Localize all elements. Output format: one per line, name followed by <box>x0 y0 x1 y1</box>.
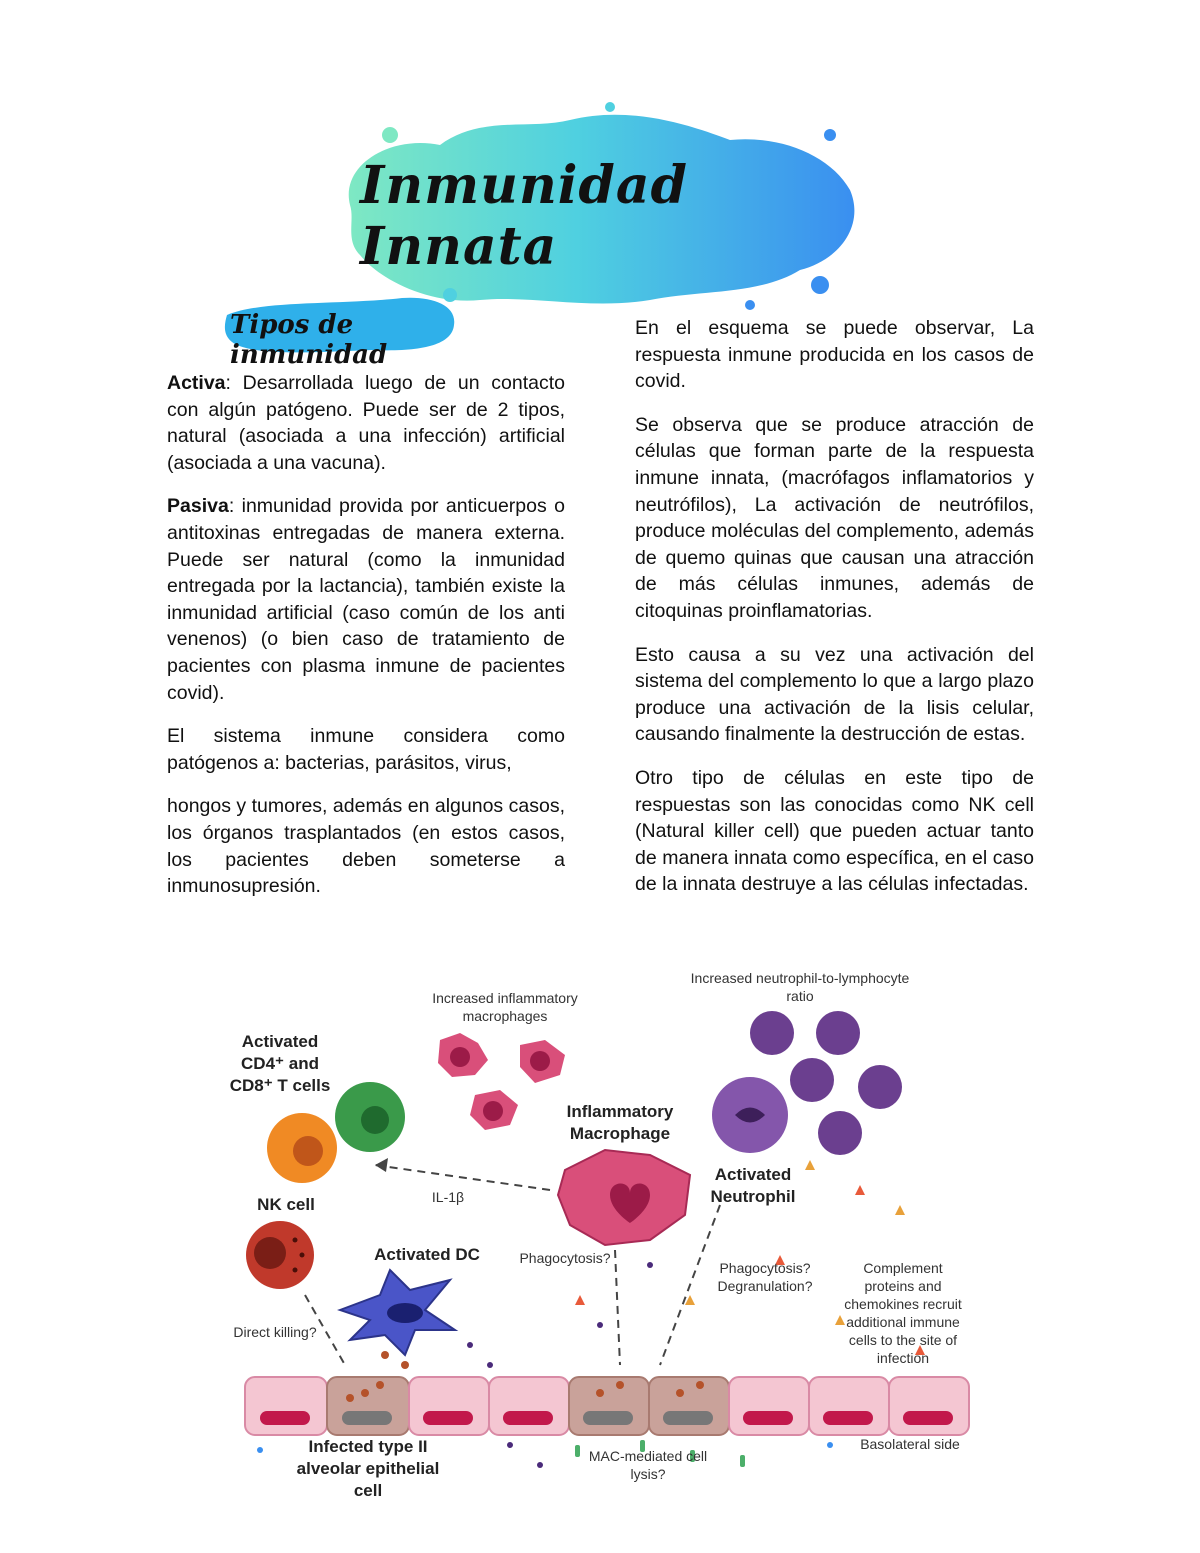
label-nk-cell: NK cell <box>257 1195 315 1214</box>
paragraph-fungi-tumors: hongos y tumores, además en algunos casos, los órganos trasplantados (en estos casos, los pacientes deben someterse a inmunosupresión. <box>167 795 565 898</box>
arrowhead <box>375 1158 388 1172</box>
inflammatory-macrophages-small <box>438 1033 565 1130</box>
label-basolateral: Basolateral side <box>860 1436 960 1452</box>
paragraph-nk-cells: Otro tipo de células en este tipo de respuestas son las conocidas como NK cell (Natural killer cell) que pueden actuar tanto de manera innata como específica, en el caso de la innata destruye a las células infectadas. <box>635 766 1034 896</box>
paragraph-scheme: En el esquema se puede observar, La respuesta inmune producida en los casos de covid. <box>635 317 1034 393</box>
label-direct-killing: Direct killing? <box>233 1324 317 1340</box>
label-activated-neutrophil-1: Activated <box>714 1165 792 1184</box>
label-t-cells-3: CD8⁺ T cells <box>229 1076 331 1095</box>
label-activated-dc: Activated DC <box>374 1245 480 1264</box>
immune-response-diagram <box>220 965 980 1510</box>
label-increased-macrophages-1: Increased inflammatory <box>432 990 578 1006</box>
label-phagocytosis: Phagocytosis? <box>519 1250 611 1266</box>
term-pasiva: Pasiva <box>167 495 229 518</box>
label-phago-degran-1: Phagocytosis? <box>719 1260 811 1276</box>
activa-text: : Desarrollada luego de un contacto con algún patógeno. Puede ser de 2 tipos, natural (asociada a una infección) artificial (asociada a una vacuna). <box>167 372 565 474</box>
neutrophils <box>712 1011 902 1155</box>
label-t-cells-1: Activated <box>241 1032 319 1051</box>
label-mac-lysis-1: MAC-mediated cell <box>588 1448 708 1464</box>
label-complement-3: chemokines recruit <box>844 1296 962 1312</box>
label-complement-6: infection <box>876 1350 930 1366</box>
paragraph-activa <box>167 370 565 476</box>
nk-cell <box>246 1221 314 1289</box>
label-complement-1: Complement <box>863 1260 943 1276</box>
activated-dc <box>340 1270 455 1355</box>
label-increased-macrophages-2: macrophages <box>462 1008 548 1024</box>
epithelium-row <box>245 1377 969 1435</box>
right-text-column <box>635 315 1034 915</box>
label-complement-4: additional immune <box>846 1314 960 1330</box>
term-activa: Activa <box>167 372 226 394</box>
label-neutrophil-ratio-2: ratio <box>786 988 814 1004</box>
pasiva-text: : inmunidad provida por anticuerpos o antitoxinas entregadas de manera externa. Puede ser natural (como la inmunidad entregada por la lactancia), también existe la inmunidad artificial (caso común de los anti venenos) (o bien caso de tratamiento de pacientes con plasma inmune de pacientes covid). <box>167 495 565 704</box>
label-activated-neutrophil-2: Neutrophil <box>710 1187 796 1206</box>
label-phago-degran-2: Degranulation? <box>717 1278 813 1294</box>
label-infected-2: alveolar epithelial <box>296 1459 440 1478</box>
label-complement-5: cells to the site of <box>848 1332 958 1348</box>
page-title: Inmunidad Innata <box>360 155 688 277</box>
label-mac-lysis-2: lysis? <box>630 1466 666 1482</box>
label-t-cells-2: CD4⁺ and <box>241 1054 319 1073</box>
paragraph-attraction: Se observa que se produce atracción de células que forman parte de la respuesta inmune innata, (macrófagos inflamatorios y neutrófilos), La activación de neutrófilos, produce moléculas del complemento, además de quemo quinas que causan una atracción de más células inmunes, además de citoquinas proinflamatorias. <box>635 413 1034 622</box>
paragraph-pasiva <box>167 493 565 706</box>
inflammatory-macrophage-large <box>558 1150 690 1245</box>
paragraph-complement: Esto causa a su vez una activación del sistema del complemento lo que a largo plazo produce una activación de la lisis celular, causando finalmente la destrucción de estas. <box>635 643 1034 746</box>
label-infected-1: Infected type II <box>308 1437 428 1456</box>
section-subtitle: Tipos de inmunidad <box>230 310 388 370</box>
label-il1b: IL-1β <box>431 1189 465 1205</box>
label-infected-3: cell <box>353 1481 383 1500</box>
label-complement-2: proteins and <box>864 1278 942 1294</box>
label-neutrophil-ratio-1: Increased neutrophil-to-lymphocyte <box>690 970 910 986</box>
label-inflammatory-macrophage-1: Inflammatory <box>566 1102 674 1121</box>
label-inflammatory-macrophage-2: Macrophage <box>569 1124 671 1143</box>
paragraph-pathogens: El sistema inmune considera como patógenos a: bacterias, parásitos, virus, <box>167 725 565 774</box>
left-text-column <box>167 370 565 917</box>
